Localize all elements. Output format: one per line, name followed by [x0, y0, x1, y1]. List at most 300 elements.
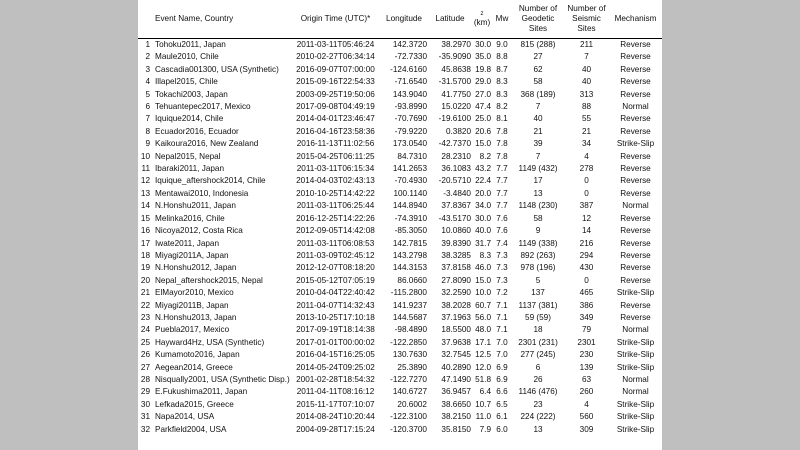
table-row: [138, 399, 662, 411]
magnitude-cell: 7.3: [496, 275, 508, 285]
origin-time-cell: 2013-10-25T17:10:18: [296, 312, 375, 322]
magnitude-cell: 7.7: [496, 188, 508, 198]
row-index: 22: [140, 300, 150, 310]
table-row: [138, 175, 662, 187]
seismic-sites-cell: 40: [581, 77, 592, 87]
geodetic-sites-cell: 21: [533, 126, 543, 136]
magnitude-cell: 8.7: [496, 64, 508, 74]
mechanism-cell: Reverse: [620, 151, 651, 161]
seismic-sites-cell: 21: [581, 126, 592, 136]
event-name-cell: Cascadia001300, USA (Synthetic): [155, 64, 279, 74]
magnitude-cell: 7.1: [496, 312, 508, 322]
longitude-cell: 20.6002: [397, 399, 427, 409]
event-name-cell: Tohoku2011, Japan: [155, 40, 226, 49]
geodetic-sites-cell: 62: [533, 64, 543, 74]
latitude-cell: 45.8638: [441, 64, 471, 74]
seismic-sites-cell: 2301: [577, 337, 596, 347]
seismic-sites-cell: 0: [584, 275, 589, 285]
longitude-cell: 141.9237: [392, 300, 427, 310]
longitude-cell: 25.3890: [397, 362, 427, 372]
seismic-sites-cell: 12: [581, 213, 592, 223]
event-name-cell: Melinka2016, Chile: [155, 213, 225, 223]
magnitude-cell: 7.0: [496, 337, 508, 347]
seismic-sites-cell: 79: [581, 325, 592, 335]
origin-time-cell: 2004-09-28T17:15:24: [296, 424, 375, 434]
row-index: 10: [140, 151, 150, 161]
depth-cell: 30.0: [475, 40, 491, 49]
depth-cell: 48.0: [475, 325, 491, 335]
table-row: [138, 324, 662, 336]
depth-cell: 30.0: [475, 213, 491, 223]
mechanism-cell: Reverse: [620, 114, 651, 124]
row-index: 14: [140, 201, 150, 211]
mechanism-cell: Reverse: [620, 226, 651, 236]
table-row: [138, 163, 662, 175]
mechanism-cell: Reverse: [620, 263, 651, 273]
seismic-sites-cell: 88: [581, 102, 592, 112]
mechanism-cell: Reverse: [620, 238, 651, 248]
event-name-cell: Lefkada2015, Greece: [155, 399, 234, 409]
row-index: 11: [141, 164, 150, 174]
event-name-cell: Iquique2014, Chile: [155, 114, 224, 124]
longitude-cell: 173.0540: [392, 139, 427, 149]
header-mechanism: Mechanism: [609, 0, 662, 39]
geodetic-sites-cell: 6: [535, 362, 541, 372]
event-name-cell: Ibaraki2011, Japan: [155, 164, 225, 174]
event-name-cell: N.Honshu2013, Japan: [155, 312, 237, 322]
depth-cell: 29.0: [475, 77, 491, 87]
depth-cell: 27.0: [475, 89, 491, 99]
depth-cell: 40.0: [475, 226, 491, 236]
geodetic-sites-cell: 58: [533, 77, 543, 87]
seismic-sites-cell: 211: [579, 40, 594, 49]
table-row: [138, 213, 662, 225]
geodetic-sites-cell: 40: [533, 114, 543, 124]
latitude-cell: 37.1963: [441, 312, 471, 322]
latitude-cell: -43.5170: [438, 213, 471, 223]
latitude-cell: 38.2970: [441, 40, 471, 49]
geodetic-sites-cell: 277 (245): [520, 350, 556, 360]
latitude-cell: 37.8367: [441, 201, 471, 211]
table-row: [138, 312, 662, 324]
latitude-cell: 39.8390: [441, 238, 471, 248]
latitude-cell: 41.7750: [441, 89, 471, 99]
longitude-cell: 142.3720: [392, 40, 427, 49]
seismic-sites-cell: 430: [579, 263, 594, 273]
geodetic-sites-cell: 978 (196): [520, 263, 556, 273]
mechanism-cell: Strike-Slip: [616, 362, 655, 372]
magnitude-cell: 7.1: [496, 325, 508, 335]
header-depth-unit: (km): [473, 17, 491, 27]
magnitude-cell: 7.0: [496, 350, 508, 360]
event-name-cell: Parkfield2004, USA: [155, 424, 227, 434]
event-name-cell: Nepal_aftershock2015, Nepal: [155, 275, 263, 285]
mechanism-cell: Reverse: [620, 250, 651, 260]
table-row: [138, 64, 662, 76]
depth-cell: 22.4: [475, 176, 491, 186]
event-name-cell: Nicoya2012, Costa Rica: [155, 226, 243, 236]
longitude-cell: 144.3153: [392, 263, 427, 273]
event-name-cell: N.Honshu2012, Japan: [155, 263, 237, 273]
depth-cell: 8.2: [479, 151, 491, 161]
depth-cell: 47.4: [475, 102, 491, 112]
magnitude-cell: 6.0: [496, 424, 508, 434]
geodetic-sites-cell: 23: [533, 399, 543, 409]
depth-cell: 43.2: [475, 164, 491, 174]
geodetic-sites-cell: 2301 (231): [518, 337, 558, 347]
row-index: 32: [140, 424, 150, 434]
table-document: [138, 0, 662, 450]
table-row: [138, 51, 662, 63]
row-index: 26: [140, 350, 150, 360]
latitude-cell: 15.0220: [441, 102, 471, 112]
row-index: 21: [140, 288, 150, 298]
geodetic-sites-cell: 27: [533, 52, 543, 62]
table-row: [138, 250, 662, 262]
depth-cell: 15.0: [475, 275, 491, 285]
latitude-cell: 37.8158: [441, 263, 471, 273]
origin-time-cell: 2015-11-17T07:10:07: [296, 399, 375, 409]
table-row: [138, 126, 662, 138]
longitude-cell: -122.3100: [390, 412, 427, 422]
depth-cell: 7.9: [479, 424, 491, 434]
latitude-cell: -19.6100: [438, 114, 471, 124]
table-row: [138, 300, 662, 312]
seismic-sites-cell: 40: [581, 64, 592, 74]
origin-time-cell: 2016-12-25T14:22:26: [296, 213, 375, 223]
origin-time-cell: 2017-09-08T04:49:19: [296, 102, 375, 112]
row-index: 8: [145, 126, 150, 136]
seismic-sites-cell: 34: [581, 139, 592, 149]
depth-cell: 20.6: [475, 126, 491, 136]
mechanism-cell: Reverse: [620, 275, 651, 285]
latitude-cell: 32.7545: [441, 350, 471, 360]
depth-cell: 10.7: [475, 399, 491, 409]
mechanism-cell: Strike-Slip: [616, 139, 655, 149]
earthquake-catalog-table: [138, 0, 662, 436]
row-index: 2: [145, 52, 150, 62]
event-name-cell: ElMayor2010, Mexico: [155, 288, 234, 298]
latitude-cell: 36.1083: [441, 164, 471, 174]
table-row: [138, 101, 662, 113]
latitude-cell: 32.2590: [441, 288, 471, 298]
depth-cell: 15.0: [475, 139, 491, 149]
longitude-cell: 142.7815: [392, 238, 427, 248]
magnitude-cell: 6.6: [496, 387, 508, 397]
seismic-sites-cell: 55: [581, 114, 592, 124]
mechanism-cell: Strike-Slip: [616, 337, 655, 347]
geodetic-sites-cell: 1148 (230): [518, 201, 558, 211]
row-index: 30: [140, 399, 150, 409]
depth-cell: 11.0: [475, 412, 491, 422]
latitude-cell: -31.5700: [438, 77, 471, 87]
longitude-cell: -124.6160: [390, 64, 427, 74]
header-seismic-sites: Number of Seismic Sites: [564, 0, 609, 39]
origin-time-cell: 2010-02-27T06:34:14: [296, 52, 375, 62]
origin-time-cell: 2014-04-01T23:46:47: [296, 114, 375, 124]
latitude-cell: 38.6650: [441, 399, 471, 409]
geodetic-sites-cell: 17: [533, 176, 543, 186]
mechanism-cell: Strike-Slip: [616, 424, 655, 434]
seismic-sites-cell: 260: [579, 387, 594, 397]
event-name-cell: E.Fukushima2011, Japan: [155, 387, 248, 397]
table-row: [138, 374, 662, 386]
seismic-sites-cell: 0: [584, 176, 589, 186]
row-index: 29: [140, 387, 150, 397]
origin-time-cell: 2016-04-15T16:25:05: [296, 350, 375, 360]
event-name-cell: Illapel2015, Chile: [155, 77, 218, 87]
geodetic-sites-cell: 58: [533, 213, 543, 223]
origin-time-cell: 2012-09-05T14:42:08: [296, 226, 375, 236]
mechanism-cell: Reverse: [620, 176, 651, 186]
depth-cell: 51.8: [475, 374, 491, 384]
row-index: 20: [140, 275, 150, 285]
table-row: [138, 349, 662, 361]
row-index: 6: [145, 102, 150, 112]
row-index: 5: [145, 89, 150, 99]
mechanism-cell: Reverse: [620, 40, 651, 49]
geodetic-sites-cell: 26: [533, 374, 543, 384]
geodetic-sites-cell: 18: [533, 325, 543, 335]
geodetic-sites-cell: 137: [531, 288, 545, 298]
origin-time-cell: 2016-11-13T11:02:56: [296, 139, 375, 149]
seismic-sites-cell: 216: [579, 238, 594, 248]
row-index: 24: [140, 325, 150, 335]
event-name-cell: Iquique_aftershock2014, Chile: [155, 176, 266, 186]
magnitude-cell: 7.8: [496, 126, 508, 136]
magnitude-cell: 8.3: [496, 77, 508, 87]
magnitude-cell: 7.7: [496, 164, 508, 174]
mechanism-cell: Reverse: [620, 312, 651, 322]
table-body: [138, 39, 662, 437]
mechanism-cell: Normal: [622, 387, 649, 397]
longitude-cell: -72.7330: [394, 52, 427, 62]
latitude-cell: 38.2028: [441, 300, 471, 310]
seismic-sites-cell: 139: [579, 362, 594, 372]
event-name-cell: Aegean2014, Greece: [155, 362, 233, 372]
longitude-cell: -85.3050: [394, 226, 427, 236]
event-name-cell: Puebla2017, Mexico: [155, 325, 230, 335]
origin-time-cell: 2014-05-24T09:25:02: [296, 362, 375, 372]
table-row: [138, 188, 662, 200]
header-longitude: Longitude: [380, 0, 428, 39]
event-name-cell: N.Honshu2011, Japan: [155, 201, 236, 211]
event-name-cell: Iwate2011, Japan: [155, 238, 220, 248]
geodetic-sites-cell: 13: [533, 188, 543, 198]
latitude-cell: 35.8150: [441, 424, 471, 434]
origin-time-cell: 2014-08-24T10:20:44: [296, 412, 375, 422]
magnitude-cell: 7.2: [496, 288, 508, 298]
longitude-cell: -122.7270: [390, 374, 427, 384]
geodetic-sites-cell: 368 (189): [520, 89, 556, 99]
origin-time-cell: 2011-03-11T06:15:34: [296, 164, 375, 174]
seismic-sites-cell: 560: [579, 412, 594, 422]
seismic-sites-cell: 294: [579, 250, 594, 260]
event-name-cell: Maule2010, Chile: [155, 52, 219, 62]
longitude-cell: 143.2798: [392, 250, 427, 260]
depth-cell: 35.0: [475, 52, 491, 62]
mechanism-cell: Normal: [622, 102, 649, 112]
header-event: Event Name, Country: [154, 0, 291, 39]
seismic-sites-cell: 309: [579, 424, 594, 434]
depth-cell: 20.0: [475, 188, 491, 198]
header-index: [138, 0, 154, 39]
depth-cell: 19.8: [475, 64, 491, 74]
depth-cell: 17.1: [475, 337, 491, 347]
mechanism-cell: Strike-Slip: [616, 288, 655, 298]
row-index: 23: [140, 312, 150, 322]
row-index: 9: [145, 139, 150, 149]
table-row: [138, 200, 662, 212]
seismic-sites-cell: 465: [579, 288, 594, 298]
row-index: 1: [145, 40, 150, 49]
longitude-cell: -98.4890: [394, 325, 427, 335]
latitude-cell: -3.4840: [443, 188, 471, 198]
latitude-cell: -35.9090: [438, 52, 471, 62]
magnitude-cell: 7.3: [496, 263, 508, 273]
latitude-cell: 38.2150: [441, 412, 471, 422]
magnitude-cell: 7.6: [496, 213, 508, 223]
latitude-cell: -20.5710: [438, 176, 471, 186]
magnitude-cell: 7.6: [496, 226, 508, 236]
magnitude-cell: 6.5: [496, 399, 508, 409]
mechanism-cell: Reverse: [620, 188, 651, 198]
origin-time-cell: 2011-03-09T02:45:12: [296, 250, 375, 260]
magnitude-cell: 8.3: [496, 89, 508, 99]
latitude-cell: -42.7370: [438, 139, 471, 149]
origin-time-cell: 2017-09-19T18:14:38: [296, 325, 375, 335]
geodetic-sites-cell: 59 (59): [525, 312, 551, 322]
magnitude-cell: 7.7: [496, 201, 508, 211]
origin-time-cell: 2015-05-12T07:05:19: [296, 275, 375, 285]
magnitude-cell: 7.8: [496, 139, 508, 149]
table-row: [138, 113, 662, 125]
longitude-cell: -79.9220: [394, 126, 427, 136]
event-name-cell: Miyagi2011A, Japan: [155, 250, 229, 260]
geodetic-sites-cell: 5: [535, 275, 541, 285]
depth-cell: 12.5: [475, 350, 491, 360]
header-depth-symbol: z: [480, 10, 484, 17]
magnitude-cell: 8.2: [496, 102, 508, 112]
longitude-cell: 140.6727: [392, 387, 427, 397]
origin-time-cell: 2003-09-25T19:50:06: [296, 89, 375, 99]
geodetic-sites-cell: 39: [533, 139, 543, 149]
table-row: [138, 89, 662, 101]
longitude-cell: -120.3700: [390, 424, 427, 434]
magnitude-cell: 7.4: [496, 238, 508, 248]
latitude-cell: 0.3820: [445, 126, 471, 136]
origin-time-cell: 2001-02-28T18:54:32: [296, 374, 375, 384]
longitude-cell: 144.8940: [392, 201, 427, 211]
mechanism-cell: Normal: [622, 374, 649, 384]
latitude-cell: 38.3285: [441, 250, 471, 260]
latitude-cell: 36.9457: [441, 387, 471, 397]
longitude-cell: 144.5687: [392, 312, 427, 322]
row-index: 31: [140, 412, 150, 422]
longitude-cell: -115.2800: [390, 288, 427, 298]
depth-cell: 31.7: [475, 238, 491, 248]
longitude-cell: -70.7690: [394, 114, 427, 124]
row-index: 3: [145, 64, 150, 74]
magnitude-cell: 6.9: [496, 374, 508, 384]
mechanism-cell: Reverse: [620, 164, 651, 174]
origin-time-cell: 2014-04-03T02:43:13: [296, 176, 375, 186]
geodetic-sites-cell: 1137 (381): [518, 300, 558, 310]
geodetic-sites-cell: 7: [535, 151, 541, 161]
magnitude-cell: 9.0: [496, 40, 508, 49]
geodetic-sites-cell: 9: [535, 226, 541, 236]
mechanism-cell: Reverse: [620, 64, 651, 74]
magnitude-cell: 7.8: [496, 151, 508, 161]
event-name-cell: Miyagi2011B, Japan: [155, 300, 229, 310]
table-row: [138, 225, 662, 237]
longitude-cell: 141.2653: [392, 164, 427, 174]
geodetic-sites-cell: 1149 (338): [518, 238, 558, 248]
magnitude-cell: 7.1: [496, 300, 508, 310]
event-name-cell: Kaikoura2016, New Zealand: [155, 139, 259, 149]
geodetic-sites-cell: 815 (288): [520, 40, 556, 49]
geodetic-sites-cell: 1146 (476): [518, 387, 558, 397]
mechanism-cell: Reverse: [620, 300, 651, 310]
seismic-sites-cell: 278: [579, 164, 594, 174]
depth-cell: 10.0: [475, 288, 491, 298]
table-row: [138, 138, 662, 150]
longitude-cell: 100.1140: [393, 188, 427, 198]
magnitude-cell: 6.9: [496, 362, 508, 372]
longitude-cell: -93.8990: [394, 102, 427, 112]
row-index: 7: [145, 114, 150, 124]
geodetic-sites-cell: 7: [535, 102, 541, 112]
row-index: 13: [140, 188, 150, 198]
mechanism-cell: Reverse: [620, 77, 651, 87]
mechanism-cell: Reverse: [620, 126, 651, 136]
origin-time-cell: 2011-04-11T08:16:12: [296, 387, 375, 397]
origin-time-cell: 2011-03-11T06:08:53: [296, 238, 375, 248]
depth-cell: 6.4: [479, 387, 491, 397]
depth-cell: 46.0: [475, 263, 491, 273]
seismic-sites-cell: 4: [584, 399, 589, 409]
depth-cell: 60.7: [475, 300, 491, 310]
magnitude-cell: 8.8: [496, 52, 508, 62]
geodetic-sites-cell: 892 (263): [520, 250, 556, 260]
magnitude-cell: 7.7: [496, 176, 508, 186]
seismic-sites-cell: 7: [584, 52, 589, 62]
event-name-cell: Mentawai2010, Indonesia: [155, 188, 249, 198]
row-index: 28: [140, 374, 150, 384]
table-row: [138, 275, 662, 287]
mechanism-cell: Strike-Slip: [616, 350, 655, 360]
row-index: 19: [140, 263, 150, 273]
mechanism-cell: Normal: [622, 201, 649, 211]
seismic-sites-cell: 4: [584, 151, 589, 161]
row-index: 15: [140, 213, 150, 223]
magnitude-cell: 8.1: [496, 114, 508, 124]
origin-time-cell: 2011-03-11T05:46:24: [296, 40, 375, 49]
event-name-cell: Tehuantepec2017, Mexico: [155, 102, 251, 112]
table-row: [138, 262, 662, 274]
seismic-sites-cell: 313: [579, 89, 594, 99]
seismic-sites-cell: 63: [581, 374, 592, 384]
header-magnitude: Mw: [492, 0, 512, 39]
row-index: 27: [140, 362, 150, 372]
seismic-sites-cell: 230: [579, 350, 594, 360]
mechanism-cell: Strike-Slip: [616, 412, 655, 422]
longitude-cell: -122.2850: [390, 337, 427, 347]
header-geodetic-sites: Number of Geodetic Sites: [512, 0, 564, 39]
magnitude-cell: 7.3: [496, 250, 508, 260]
origin-time-cell: 2011-03-11T06:25:44: [296, 201, 375, 211]
header-row: [138, 0, 662, 39]
